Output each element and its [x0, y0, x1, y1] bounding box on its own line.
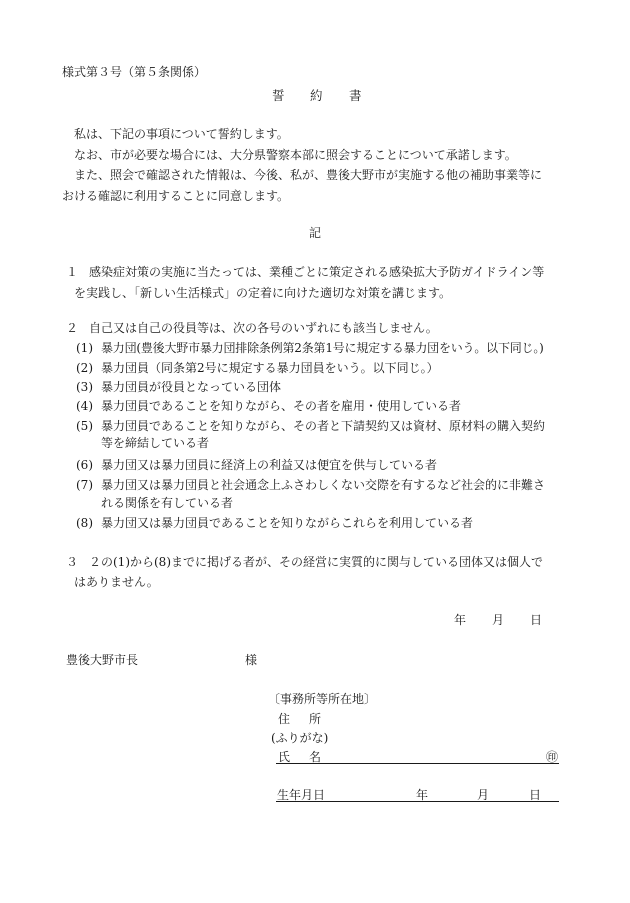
form-label: 様式第３号（第５条関係） [62, 65, 207, 79]
seal-mark: ㊞ [546, 750, 559, 764]
intro-line-3: また、照会で確認された情報は、今後、私が、豊後大野市が実施する他の補助事業等に [74, 168, 543, 182]
addressee-sama: 様 [245, 653, 258, 667]
name-underline [276, 763, 559, 764]
title-char-2: 約 [310, 88, 323, 103]
item1-line-2: を実践し、「新しい生活様式」の定着に向けた適切な対策を講じます。 [74, 286, 452, 300]
subitem-5-line-2: 等を締結している者 [101, 436, 210, 450]
birth-day-label: 日 [529, 788, 542, 802]
subitem-7-line-2: れる関係を有している者 [101, 496, 234, 510]
ki-heading: 記 [309, 226, 322, 240]
subitem-4-line-1: 暴力団員であることを知りながら、その者を雇用・使用している者 [101, 399, 462, 413]
subitem-4-number: (4) [76, 399, 93, 413]
subitem-1-number: (1) [76, 341, 93, 355]
intro-line-4: おける確認に利用することに同意します。 [62, 189, 290, 203]
subitem-7-line-1: 暴力団又は暴力団員と社会通念上ふさわしくない交際を有するなど社会的に非難さ [101, 478, 546, 492]
furigana-label: (ふりがな) [271, 731, 329, 745]
birth-year-label: 年 [416, 788, 429, 802]
title-char-1: 誓 [272, 88, 285, 103]
office-address-label: 〔事務所等所在地〕 [268, 692, 377, 706]
birthdate-underline [276, 801, 559, 802]
date-year: 年 [454, 613, 467, 627]
subitem-5-number: (5) [76, 419, 93, 433]
subitem-3-number: (3) [76, 380, 93, 394]
subitem-5-line-1: 暴力団員であることを知りながら、その者と下請契約又は資材、原材料の購入契約 [101, 419, 546, 433]
address-label-char-2: 所 [309, 712, 322, 726]
date-month: 月 [492, 613, 505, 627]
subitem-6-number: (6) [76, 458, 93, 472]
subitem-8-number: (8) [76, 516, 93, 530]
birthdate-label: 生年月日 [277, 788, 326, 802]
subitem-6-line-1: 暴力団又は暴力団員に経済上の利益又は便宜を供与している者 [101, 458, 438, 472]
name-label-char-2: 名 [309, 750, 322, 764]
intro-line-2: なお、市が必要な場合には、大分県警察本部に照会することについて承諾します。 [74, 148, 517, 162]
item3-line-1: ２の(1)から(8)までに掲げる者が、その経営に実質的に関与している団体又は個人で [89, 555, 543, 569]
item2-number: ２ [66, 321, 79, 335]
subitem-3-line-1: 暴力団員が役員となっている団体 [101, 380, 282, 394]
subitem-1-line-1: 暴力団(豊後大野市暴力団排除条例第2条第1号に規定する暴力団をいう。以下同じ。) [101, 341, 544, 355]
intro-line-1: 私は、下記の事項について誓約します。 [74, 127, 289, 141]
title-char-3: 書 [349, 88, 362, 103]
address-label-char-1: 住 [278, 712, 291, 726]
subitem-7-number: (7) [76, 478, 93, 492]
birth-month-label: 月 [477, 788, 490, 802]
name-label-char-1: 氏 [278, 750, 291, 764]
subitem-8-line-1: 暴力団又は暴力団員であることを知りながらこれらを利用している者 [101, 516, 474, 530]
subitem-2-line-1: 暴力団員（同条第2号に規定する暴力団員をいう。以下同じ。） [101, 361, 439, 375]
item3-number: ３ [66, 555, 79, 569]
item3-line-2: はありません。 [74, 575, 159, 589]
date-day: 日 [530, 613, 543, 627]
item1-number: １ [66, 265, 79, 279]
item2-text: 自己又は自己の役員等は、次の各号のいずれにも該当しません。 [89, 321, 438, 335]
addressee-name: 豊後大野市長 [66, 653, 139, 667]
subitem-2-number: (2) [76, 361, 93, 375]
item1-line-1: 感染症対策の実施に当たっては、業種ごとに策定される感染拡大予防ガイドライン等 [89, 265, 545, 279]
